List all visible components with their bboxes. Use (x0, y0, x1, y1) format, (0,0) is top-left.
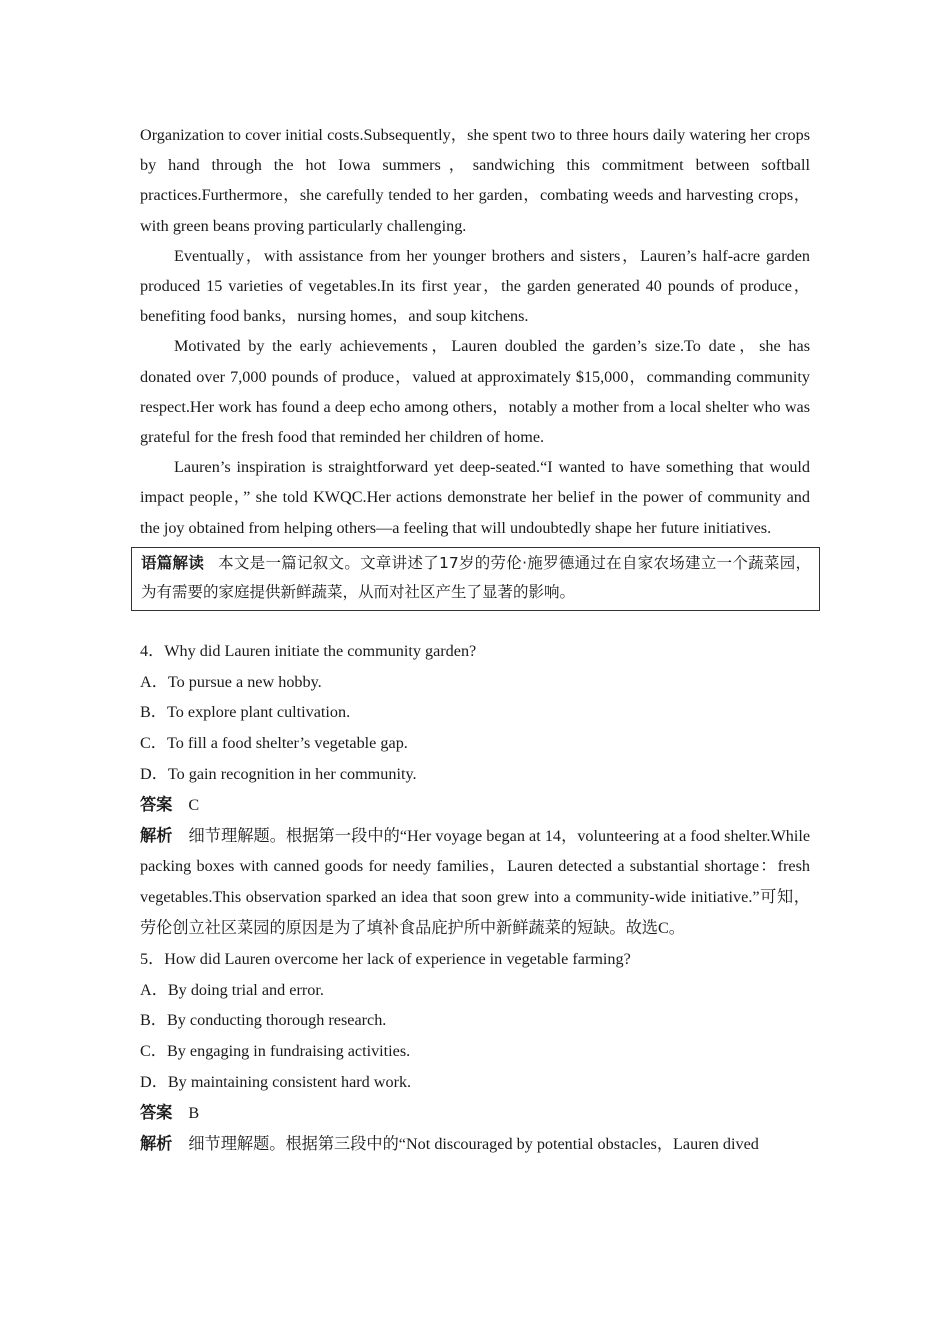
passage-paragraph-2: Eventually，with assistance from her younger brothers and sisters，Lauren’s half-acre garden produced 15 varieties of vegetables.In its first year，the garden generated 40 pounds of produce，benefiting food banks，nursing homes，and soup kitchens. (140, 246, 810, 326)
summary-label: 语篇解读 (141, 553, 205, 572)
question-5-option-b: B．By conducting thorough research. (140, 1011, 387, 1030)
question-5-analysis (140, 1129, 810, 1160)
summary-text: 本文是一篇记叙文。文章讲述了17岁的劳伦·施罗德通过在自家农场建立一个蔬菜园，为有需要的家庭提供新鲜蔬菜，从而对社区产生了显著的影响。 (141, 553, 811, 602)
answer-value: C (188, 795, 200, 814)
answer-value: B (188, 1103, 200, 1122)
passage-paragraph-4: Lauren’s inspiration is straightforward yet deep-seated.“I wanted to have something that would impact people，” she told KWQC.Her actions demonstrate her belief in the power of community and the joy obtained from helping others—a feeling that will undoubtedly shape her future initiatives. (140, 458, 810, 537)
passage-paragraph-3: Motivated by the early achievements，Lauren doubled the garden’s size.To date，she has donated over 7,000 pounds of produce，valued at approximately $15,000，commanding community respect.Her work has found a deep echo among others，notably a mother from a local shelter who was grateful for the fresh food that reminded her children of home. (140, 337, 810, 447)
spacer (140, 611, 810, 636)
question-5-option-d: D．By maintaining consistent hard work. (140, 1073, 412, 1091)
question-5-stem: 5．How did Lauren overcome her lack of experience in vegetable farming? (140, 949, 631, 968)
question-5-option-a: A．By doing trial and error. (140, 980, 324, 999)
passage-summary-box (131, 547, 820, 611)
question-5-option-c: C．By engaging in fundraising activities. (140, 1042, 411, 1061)
question-4-answer (140, 790, 810, 821)
question-4-stem: 4．Why did Lauren initiate the community garden? (140, 641, 477, 660)
analysis-label: 解析 (140, 825, 173, 845)
analysis-text: 细节理解题。根据第三段中的“Not discouraged by potential obstacles，Lauren dived (188, 1134, 759, 1153)
analysis-label: 解析 (140, 1133, 173, 1153)
question-4-analysis (140, 821, 810, 944)
passage-paragraph-1: Organization to cover initial costs.Subsequently，she spent two to three hours daily watering her crops by hand through the hot Iowa summers，sandwiching this commitment between softball practices.Furthermore，she carefully tended to her garden，combating weeds and harvesting crops，with green beans proving particularly challenging. (140, 126, 810, 235)
analysis-text: 细节理解题。根据第一段中的“Her voyage began at 14，volunteering at a food shelter.While packing boxes with canned goods for needy families，Lauren detected a substantial shortage：fresh vegetables.This observation sparked an idea that soon grew into a community-wide initiative.”可知，劳伦创立社区菜园的原因是为了填补食品庇护所中新鲜蔬菜的短缺。故选C。 (140, 826, 811, 938)
document-page (140, 120, 810, 1159)
answer-label: 答案 (140, 1102, 173, 1122)
question-4-option-b: B．To explore plant cultivation. (140, 703, 351, 722)
answer-label: 答案 (140, 794, 173, 814)
question-4-option-a: A．To pursue a new hobby. (140, 672, 322, 691)
question-5-answer (140, 1098, 810, 1129)
question-4-option-d: D．To gain recognition in her community. (140, 765, 417, 784)
question-4-option-c: C．To fill a food shelter’s vegetable gap. (140, 734, 408, 753)
